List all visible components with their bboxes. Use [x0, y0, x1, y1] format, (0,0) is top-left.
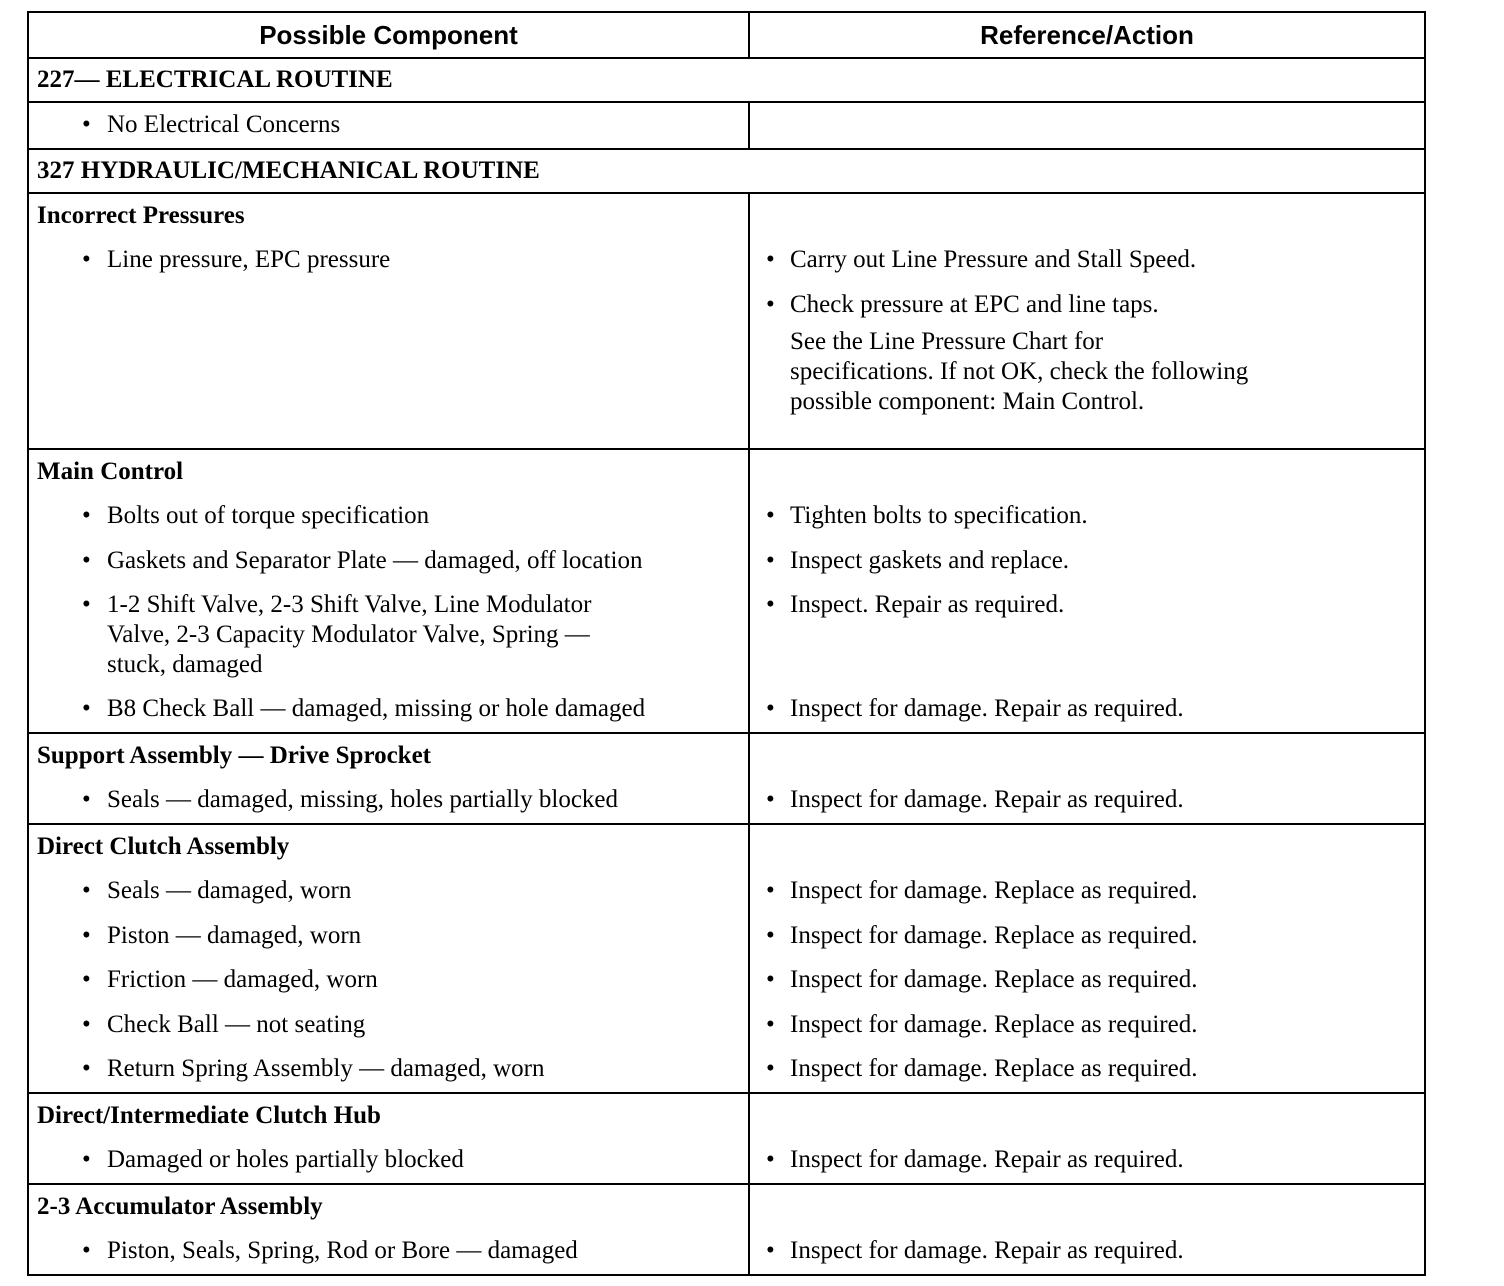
table-header: [29, 13, 1424, 57]
action-item: • Inspect for damage. Replace as required.: [766, 914, 1408, 959]
action-note: See the Line Pressure Chart for: [790, 328, 1104, 355]
list-item: • Gaskets and Separator Plate — damaged, off location: [37, 539, 740, 584]
group-title: Incorrect Pressures: [37, 201, 245, 229]
list-item: • Check Ball — not seating: [37, 1003, 740, 1048]
list-item: • Piston, Seals, Spring, Rod or Bore — damaged: [37, 1229, 740, 1274]
header-component: Possible Component: [29, 13, 750, 57]
list-item: • Line pressure, EPC pressure: [37, 238, 740, 283]
diagnostic-table: [27, 11, 1426, 1276]
action-item: • Inspect for damage. Repair as required.: [766, 778, 1408, 823]
table-row: [29, 101, 1424, 148]
action-item: • Inspect for damage. Replace as required.: [766, 958, 1408, 1003]
action-item: • Inspect for damage. Repair as required.: [766, 687, 1408, 732]
group-title: Main Control: [37, 457, 184, 485]
section-327: [29, 148, 1424, 192]
group-title: 2-3 Accumulator Assembly: [37, 1192, 323, 1220]
header-action: Reference/Action: [980, 19, 1194, 50]
list-item: • Damaged or holes partially blocked: [37, 1138, 740, 1183]
table-row: [29, 1092, 1424, 1183]
section-title: 227— ELECTRICAL ROUTINE: [37, 66, 393, 93]
list-item: • B8 Check Ball — damaged, missing or hole damaged: [37, 687, 740, 732]
table-row: [29, 732, 1424, 823]
action-item: • Tighten bolts to specification.: [766, 494, 1408, 539]
list-item: • No Electrical Concerns: [37, 103, 740, 148]
group-title: Direct Clutch Assembly: [37, 832, 290, 860]
action-item: • Inspect gaskets and replace.: [766, 539, 1408, 584]
list-item: • Return Spring Assembly — damaged, worn: [37, 1047, 740, 1092]
section-227: [29, 57, 1424, 101]
list-item: • Friction — damaged, worn: [37, 958, 740, 1003]
list-item: • Seals — damaged, missing, holes partially blocked: [37, 778, 740, 823]
action-item: • Inspect for damage. Replace as required.: [766, 869, 1408, 914]
group-title: Direct/Intermediate Clutch Hub: [37, 1101, 381, 1129]
section-title: 327 HYDRAULIC/MECHANICAL ROUTINE: [37, 156, 540, 184]
action-item: • Inspect for damage. Replace as required.: [766, 1047, 1408, 1092]
list-item: • Bolts out of torque specification: [37, 494, 740, 539]
list-item: • Seals — damaged, worn: [37, 869, 740, 914]
group-title: Support Assembly — Drive Sprocket: [37, 741, 432, 769]
action-item: • Carry out Line Pressure and Stall Speed.: [766, 238, 1408, 283]
list-item: • 1-2 Shift Valve, 2-3 Shift Valve, Line Modulator Valve, 2-3 Capacity Modulator Valve, Spring — stuck, damaged: [37, 583, 740, 687]
table-row: [29, 448, 1424, 732]
action-item: • Check pressure at EPC and line taps.: [766, 283, 1408, 328]
table-row: [29, 1183, 1424, 1274]
action-note: possible component: Main Control.: [790, 388, 1145, 415]
action-note: specifications. If not OK, check the following: [790, 358, 1249, 385]
list-item: • Piston — damaged, worn: [37, 914, 740, 959]
action-item: • Inspect for damage. Repair as required.: [766, 1138, 1408, 1183]
table-row: [29, 192, 1424, 448]
action-item: • Inspect. Repair as required.: [766, 583, 1408, 687]
action-item: • Inspect for damage. Replace as required.: [766, 1003, 1408, 1048]
action-item: • Inspect for damage. Repair as required.: [766, 1229, 1408, 1274]
table-row: [29, 823, 1424, 1092]
